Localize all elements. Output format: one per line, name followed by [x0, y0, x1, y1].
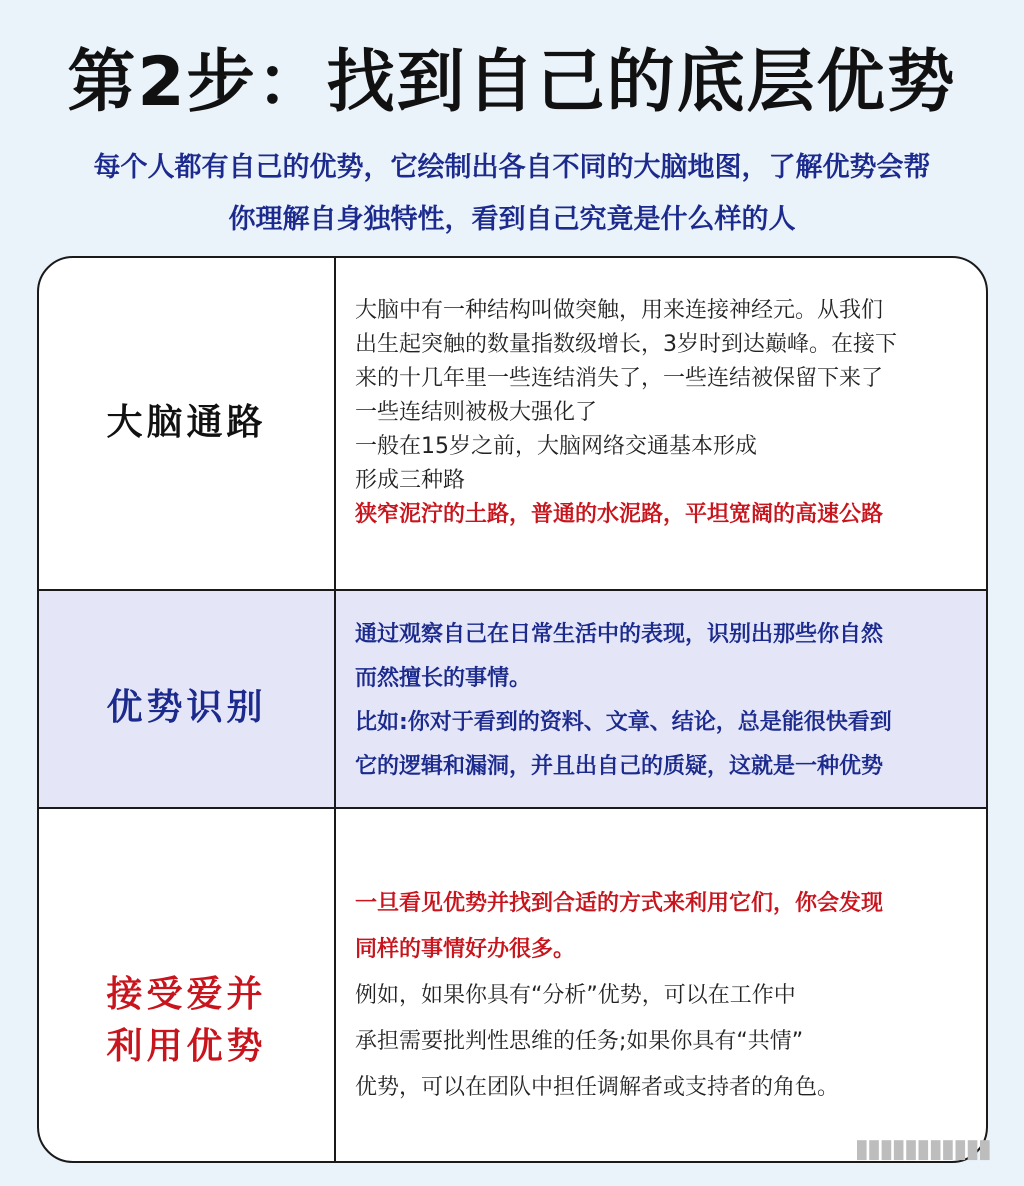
row-brain-pathways [39, 258, 986, 589]
highlight-line: 一旦看见优势并找到合适的方式来利用它们，你会发现 [355, 891, 884, 916]
text-line: 来的十几年里一些连结消失了，一些连结被保留下来了 [355, 366, 884, 391]
subtitle-line-2: 你理解自身独特性，看到自己究竟是什么样的人 [228, 204, 796, 235]
text-line: 出生起突触的数量指数级增长，3岁时到达巅峰。在接下 [355, 332, 897, 357]
subtitle-line-1: 每个人都有自己的优势，它绘制出各自不同的大脑地图，了解优势会帮 [93, 152, 931, 183]
text-line: 比如:你对于看到的资料、文章、结论，总是能很快看到 [355, 710, 892, 735]
text-line: 形成三种路 [355, 468, 466, 493]
highlight-roads: 狭窄泥泞的土路，普通的水泥路，平坦宽阔的高速公路 [355, 502, 884, 527]
text-line: 而然擅长的事情。 [355, 666, 532, 691]
text-line: 通过观察自己在日常生活中的表现，识别出那些你自然 [355, 622, 884, 647]
subtitle [40, 142, 984, 246]
row-label-line-1: 接受爱并 [106, 974, 267, 1015]
watermark-icon: ▮▮▮▮▮▮▮▮▮▮▮ [854, 1134, 990, 1164]
column-divider [334, 591, 336, 807]
content-table [37, 256, 988, 1163]
row-label-line-2: 利用优势 [106, 1026, 267, 1067]
text-line: 一般在15岁之前，大脑网络交通基本形成 [355, 434, 757, 459]
row-content-strength-identification [355, 613, 980, 789]
text-line: 大脑中有一种结构叫做突触，用来连接神经元。从我们 [355, 298, 884, 323]
column-divider [334, 809, 336, 1163]
column-divider [334, 258, 336, 589]
text-line: 优势，可以在团队中担任调解者或支持者的角色。 [355, 1075, 840, 1100]
row-label-brain-pathways: 大脑通路 [106, 402, 267, 443]
row-strength-identification [39, 589, 986, 809]
text-line: 例如，如果你具有“分析”优势，可以在工作中 [355, 983, 796, 1008]
row-accept-and-use [39, 809, 986, 1163]
row-content-accept-and-use [355, 881, 980, 1111]
row-label-accept-and-use [39, 969, 334, 1073]
text-line: 它的逻辑和漏洞，并且出自己的质疑，这就是一种优势 [355, 754, 884, 779]
page-title: 第2步：找到自己的底层优势 [67, 43, 957, 122]
text-line: 承担需要批判性思维的任务;如果你具有“共情” [355, 1029, 804, 1054]
row-content-brain-pathways [355, 294, 980, 532]
row-label-strength-identification: 优势识别 [106, 687, 267, 728]
text-line: 一些连结则被极大强化了 [355, 400, 598, 425]
highlight-line: 同样的事情好办很多。 [355, 937, 576, 962]
